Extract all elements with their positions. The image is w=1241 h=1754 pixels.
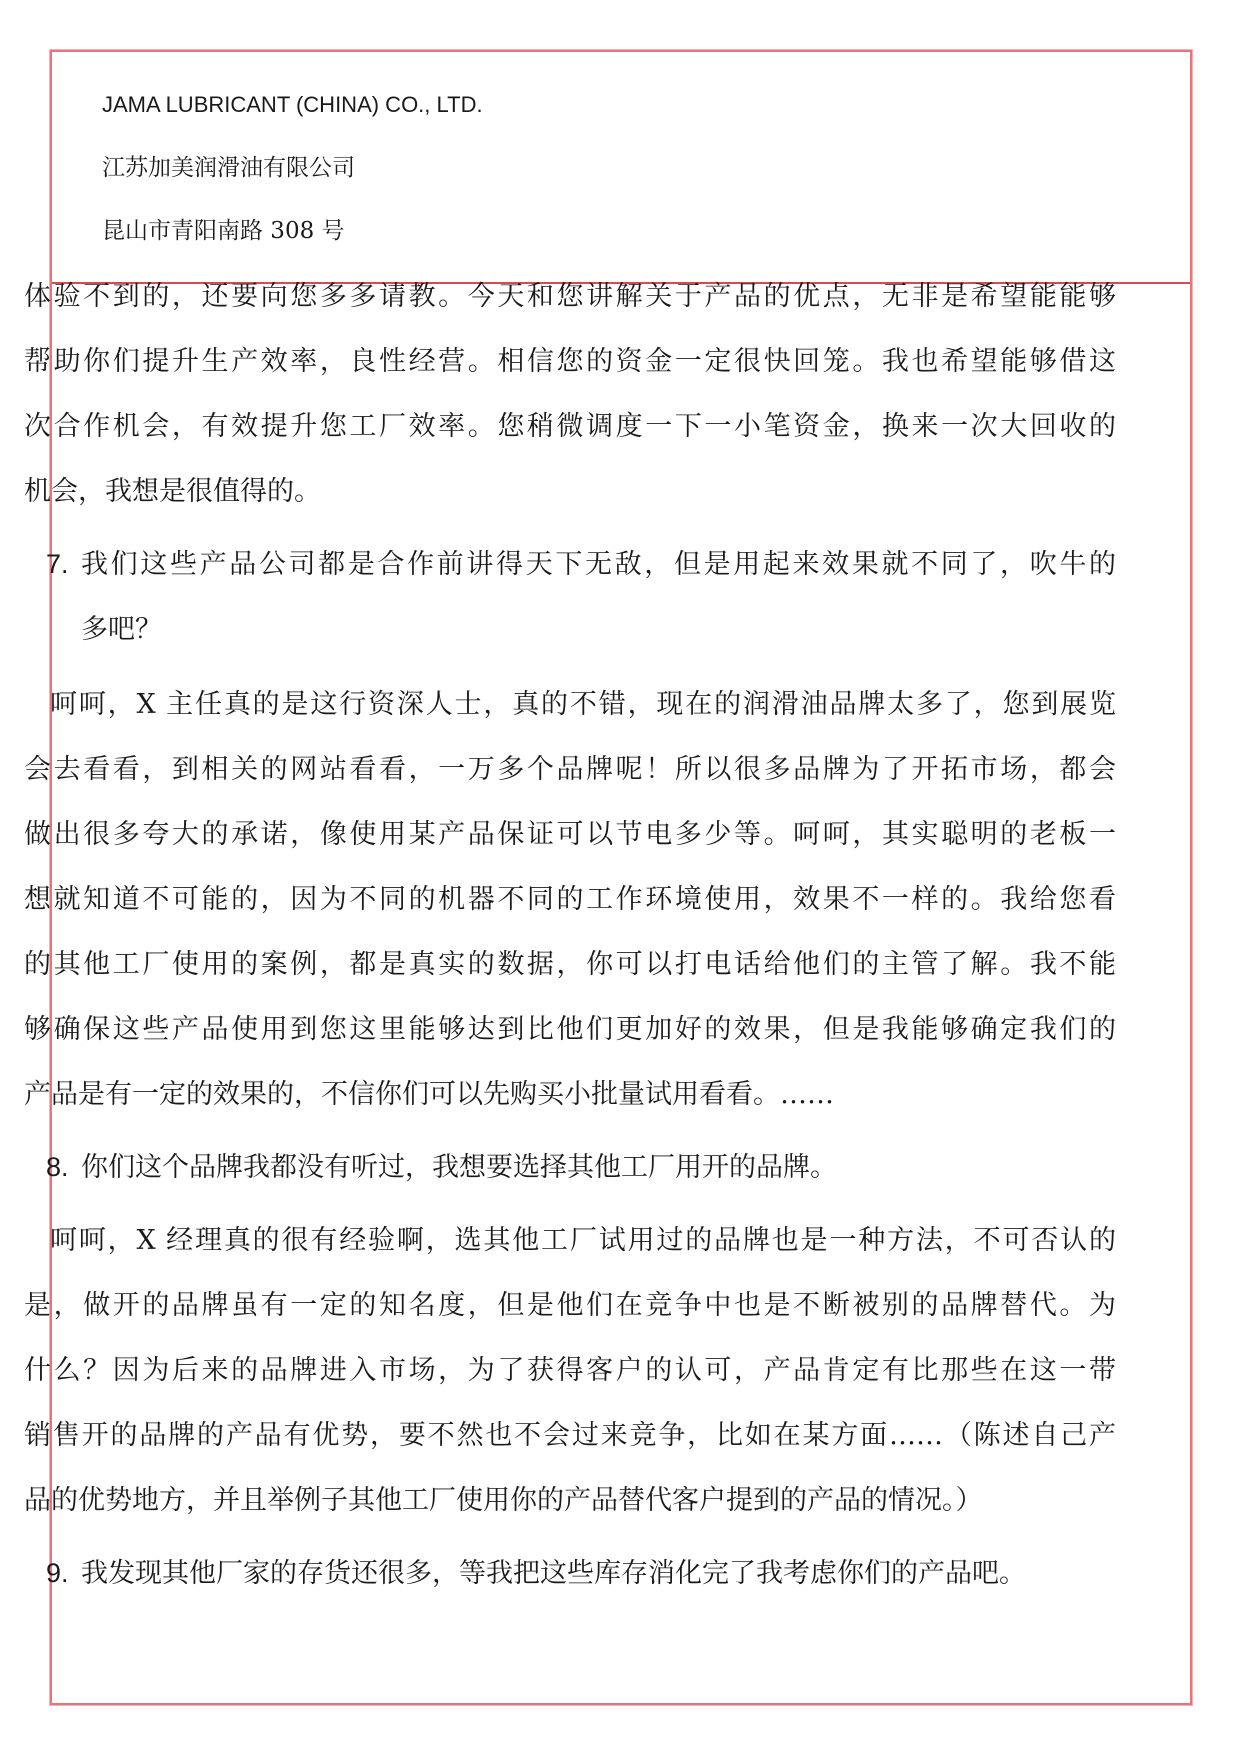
question-line: 我们这些产品公司都是合作前讲得天下无敌，但是用起来效果就不同了，吹牛的 — [81, 549, 1116, 580]
text-line: 呵呵，X 主任真的是这行资深人士，真的不错，现在的润滑油品牌太多了，您到展览 — [50, 689, 1116, 720]
question-number: 7. — [46, 549, 69, 579]
answer-7 — [24, 672, 1116, 1127]
text-line: 够确保这些产品使用到您这里能够达到比他们更加好的效果，但是我能够确定我们的 — [24, 1014, 1116, 1045]
text-line: 品的优势地方，并且举例子其他工厂使用你的产品替代客户提到的产品的情况。） — [24, 1485, 983, 1516]
text-line: 做出很多夸大的承诺，像使用某产品保证可以节电多少等。呵呵，其实聪明的老板一 — [24, 819, 1116, 850]
question-line: 多吧？ — [81, 614, 162, 645]
text-line: 次合作机会，有效提升您工厂效率。您稍微调度一下一小笔资金，换来一次大回收的 — [24, 411, 1116, 442]
document-body — [24, 232, 1116, 1606]
question-number: 8. — [46, 1152, 69, 1182]
text-line: 销售开的品牌的产品有优势，要不然也不会过来竞争，比如在某方面……（陈述自己产 — [24, 1420, 1116, 1451]
text-line: 呵呵，X 经理真的很有经验啊，选其他工厂试用过的品牌也是一种方法，不可否认的 — [50, 1225, 1116, 1256]
text-line: 产品是有一定的效果的，不信你们可以先购买小批量试用看看。…… — [24, 1079, 834, 1110]
question-number: 9. — [46, 1558, 69, 1588]
answer-8 — [24, 1208, 1116, 1533]
text-line: 什么？因为后来的品牌进入市场，为了获得客户的认可，产品肯定有比那些在这一带 — [24, 1355, 1116, 1386]
company-name-english: JAMA LUBRICANT (CHINA) CO., LTD. — [102, 92, 483, 117]
question-8 — [24, 1135, 1116, 1200]
paragraph-continuation — [24, 264, 1116, 524]
question-line: 我发现其他厂家的存货还很多，等我把这些库存消化完了我考虑你们的产品吧。 — [81, 1558, 1026, 1589]
text-line: 体验不到的，还要向您多多请教。今天和您讲解关于产品的优点，无非是希望能能够 — [24, 281, 1116, 312]
text-line: 帮助你们提升生产效率，良性经营。相信您的资金一定很快回笼。我也希望能够借这 — [24, 346, 1116, 377]
company-name-chinese: 江苏加美润滑油有限公司 — [102, 155, 355, 181]
text-line: 机会，我想是很值得的。 — [24, 476, 321, 507]
question-9 — [24, 1541, 1116, 1606]
text-line: 的其他工厂使用的案例，都是真实的数据，你可以打电话给他们的主管了解。我不能 — [24, 949, 1116, 980]
company-address: 昆山市青阳南路 308 号 — [102, 218, 345, 244]
question-7 — [24, 532, 1116, 662]
question-line: 你们这个品牌我都没有听过，我想要选择其他工厂用开的品牌。 — [81, 1152, 837, 1183]
text-line: 是，做开的品牌虽有一定的知名度，但是他们在竞争中也是不断被别的品牌替代。为 — [24, 1290, 1116, 1321]
text-line: 想就知道不可能的，因为不同的机器不同的工作环境使用，效果不一样的。我给您看 — [24, 884, 1116, 915]
text-line: 会去看看，到相关的网站看看，一万多个品牌呢！所以很多品牌为了开拓市场，都会 — [24, 754, 1116, 785]
